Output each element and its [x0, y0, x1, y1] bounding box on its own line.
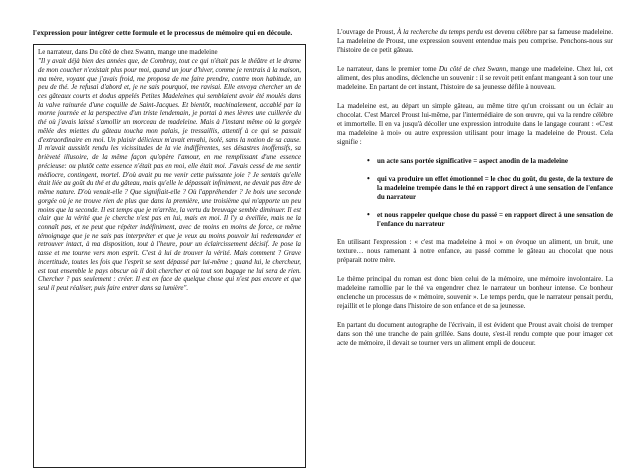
meaning-list	[337, 157, 613, 228]
paragraph-intro	[337, 28, 613, 55]
list-item-text: et nous rappeler quelque chose du passé = en rapport direct à une sensation de l'enfance du narrateur	[377, 210, 613, 228]
paragraph-narrator	[337, 65, 613, 92]
bullet-icon: •	[367, 173, 370, 183]
paragraph-autograph: En partant du document autographe de l'écrivain, il est évident que Proust avait choisi de tremper dans son thé une tranche de pain grillée. Sans doute, s'est-il rendu compte que pour imager cet acte de mémoire, il devait se tourner vers un aliment empli de douceur.	[337, 321, 613, 348]
p2-text-a: Le narrateur, dans le premier tome	[337, 65, 439, 73]
p2-text-b: , mange une madeleine. Chez lui, cet aliment, des plus anodins, déclenche un souvenir : il se revoit petit enfant mangeant à son tour une madeleine. En partant de cet instant, l'histoire de sa jeunesse défile à nouveau.	[337, 65, 613, 91]
p1-text-b: est devenu célèbre par sa fameuse madeleine. La madeleine de Proust, une expression souvent entendue mais peu comprise. Penchons-nous sur l'histoire de ce petit gâteau.	[337, 28, 614, 54]
paragraph-madeleine: La madeleine est, au départ un simple gâteau, au même titre qu'un croissant ou un éclair au chocolat. C'est Marcel Proust lui-même, par l'intermédiaire de son œuvre, qui va la rendre célèbre et immortelle. Il en va jusqu'à décoller une expression introduite dans le langage courant : «C'est ma madeleine à moi» ou autre expression utilisant pour image la madeleine de Proust. Cela signifie :	[337, 102, 613, 146]
p1-text-a: L'ouvrage de Proust,	[337, 28, 397, 36]
list-item	[337, 157, 613, 166]
quote-box	[33, 44, 306, 468]
list-item-text: qui va produire un effet émotionnel = le choc du goût, du geste, de la texture de la madeleine trempée dans le thé en rapport direct à une sensation de l'enfance du narrateur	[377, 174, 613, 201]
left-heading-text: l'expression pour intégrer cette formule et le processus de mémoire qui en découle.	[33, 28, 293, 37]
right-column	[337, 28, 613, 358]
left-column	[33, 28, 306, 468]
paragraph-memory: Le thème principal du roman est donc bien celui de la mémoire, une mémoire involontaire. La madeleine ramollie par le thé va engendrer chez le narrateur un bonheur intense. Ce bonheur enclenche un processus de « mémoire, souvenir ». Le temps perdu, que le narrateur pensait perdu, rejaillit et le plonge dans l'histoire de son enfance et de sa jeunesse.	[337, 275, 613, 311]
p1-book-title: À la recherche du temps perdu	[397, 28, 484, 36]
paragraph-expression: En utilisant l'expression : « c'est ma madeleine à moi » on évoque un aliment, un bruit, une texture… nous ramenant à notre enfance, au passé comme le gâteau au chocolat que nous préparait notre mère.	[337, 238, 613, 265]
list-item	[337, 175, 613, 202]
list-item	[337, 211, 613, 229]
quote-intro: Le narrateur, dans Du côté de chez Swann, mange une madeleine	[38, 49, 218, 57]
p2-book-title: Du côté de chez Swann	[438, 65, 507, 73]
list-item-text: un acte sans portée significative = aspect anodin de la madeleine	[377, 157, 569, 165]
bullet-icon: •	[367, 156, 370, 165]
bullet-icon: •	[367, 209, 370, 219]
proust-quote: "Il y avait déjà bien des années que, de Combray, tout ce qui n'était pas le théâtre et le drame de mon coucher n'existait plus pour moi, quand un jour d'hiver, comme je rentrais à la maison, ma mère, voyant que j'avais froid, me proposa de me faire prendre, contre mon habitude, un peu de thé. Je refusai d'abord et, je ne sais pourquoi, me ravisai. Elle envoya chercher un de ces gâteaux courts et dodus appelés Petites Madeleines qui semblaient avoir été moulés dans la valve rainurée d'une coquille de Saint-Jacques. Et bientôt, machinalement, accablé par la morne journée et la perspective d'un triste lendemain, je portai à mes lèvres une cuillerée du thé où j'avais laissé s'amollir un morceau de madeleine. Mais à l'instant même où la gorgée mêlée des miettes du gâteau toucha mon palais, je tressaillis, attentif à ce qui se passait d'extraordinaire en moi. Un plaisir délicieux m'avait envahi, isolé, sans la notion de sa cause. Il m'avait aussitôt rendu les vicissitudes de la vie indifférentes, ses désastres inoffensifs, sa brièveté illusoire, de la même façon qu'opère l'amour, en me remplissant d'une essence précieuse: ou plutôt cette essence n'était pas en moi, elle était moi. J'avais cessé de me sentir médiocre, contingent, mortel. D'où avait pu me venir cette puissante joie ? Je sentais qu'elle était liée au goût du thé et du gâteau, mais qu'elle le dépassait infiniment, ne devait pas être de même nature. D'où venait-elle ? Que signifiait-elle ? Où l'appréhender ? Je bois une seconde gorgée où je ne trouve rien de plus que dans la première, une troisième qui m'apporte un peu moins que la seconde. Il est temps que je m'arrête, la vertu du breuvage semble diminuer. Il est clair que la vérité que je cherche n'est pas en lui, mais en moi. Il l'y a éveillée, mais ne la connaît pas, et ne peut que répéter indéfiniment, avec de moins en moins de force, ce même témoignage que je ne sais pas interpréter et que je veux au moins pouvoir lui redemander et retrouver intact, à ma disposition, tout à l'heure, pour un éclaircissement décisif. Je pose la tasse et me tourne vers mon esprit. C'est à lui de trouver la vérité. Mais comment ? Grave incertitude, toutes les fois que l'esprit se sent dépassé par lui-même ; quand lui, le chercheur, est tout ensemble le pays obscur où il doit chercher et où tout son bagage ne lui sera de rien. Chercher ? pas seulement : créer. Il est en face de quelque chose qui n'est pas encore et que seul il peut réaliser, puis faire entrer dans sa lumière".	[38, 58, 301, 293]
